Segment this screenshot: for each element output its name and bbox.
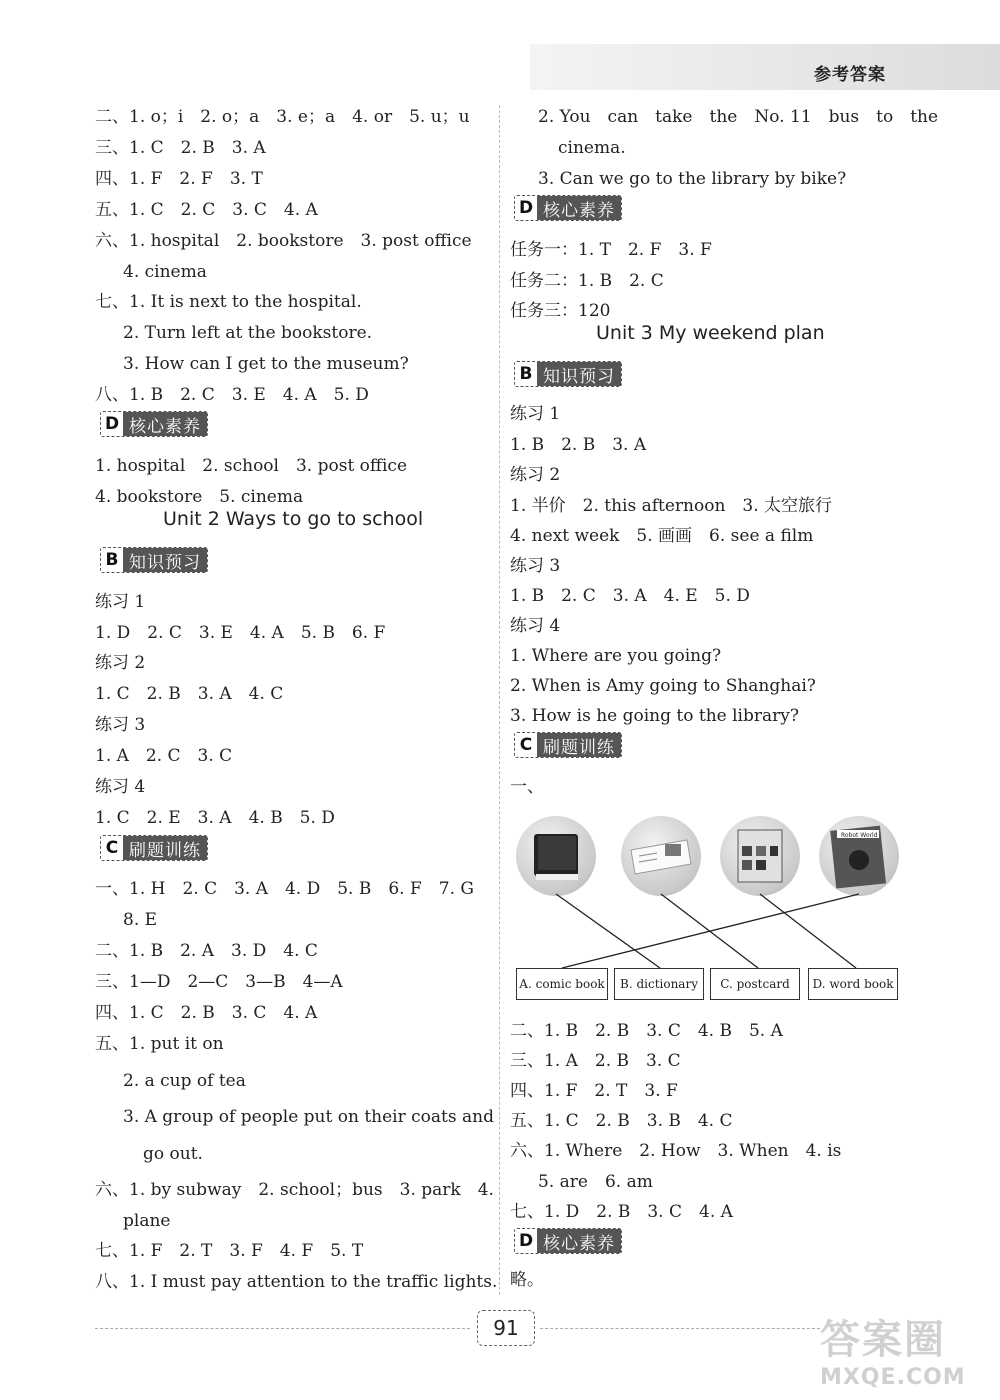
answer-line: 练习 1 bbox=[510, 404, 561, 424]
unit-title: Unit 2 Ways to go to school bbox=[163, 508, 424, 530]
column-divider bbox=[499, 105, 500, 1295]
answer-line: 2. a cup of tea bbox=[123, 1071, 246, 1091]
comic-book-cover-text: Robot World bbox=[841, 832, 878, 839]
watermark-url: MXQE.COM bbox=[820, 1365, 966, 1390]
answer-line: 一、1. H 2. C 3. A 4. D 5. B 6. F 7. G bbox=[95, 879, 474, 899]
answer-line: 四、1. F 2. T 3. F bbox=[510, 1081, 678, 1101]
section-tag-letter: D bbox=[515, 196, 537, 220]
answer-line: 任务三：120 bbox=[510, 301, 611, 321]
answer-line: 二、1. o；i 2. o；a 3. e；a 4. or 5. u；u bbox=[95, 107, 470, 127]
answer-line: cinema. bbox=[558, 138, 626, 158]
answer-line: 3. A group of people put on their coats and bbox=[123, 1107, 494, 1127]
answer-line: 一、 bbox=[510, 777, 544, 797]
answer-line: 4. bookstore 5. cinema bbox=[95, 487, 304, 507]
footer-line-right bbox=[540, 1328, 820, 1329]
answer-line: 二、1. B 2. A 3. D 4. C bbox=[95, 941, 318, 961]
answer-line: plane bbox=[123, 1211, 171, 1231]
answer-line: 1. D 2. C 3. E 4. A 5. B 6. F bbox=[95, 623, 386, 643]
section-tag bbox=[514, 361, 622, 387]
answer-line: 六、1. Where 2. How 3. When 4. is bbox=[510, 1141, 842, 1161]
page-number: 91 bbox=[477, 1310, 535, 1346]
answer-line: 略。 bbox=[510, 1270, 544, 1290]
section-tag-letter: D bbox=[101, 412, 123, 436]
answer-line: 4. cinema bbox=[123, 262, 207, 282]
answer-line: 练习 3 bbox=[510, 556, 561, 576]
answer-line: 练习 1 bbox=[95, 592, 146, 612]
answer-line: 1. B 2. B 3. A bbox=[510, 435, 647, 455]
option-box-b: B. dictionary bbox=[614, 968, 704, 1000]
answer-line: 3. Can we go to the library by bike? bbox=[538, 169, 847, 189]
answer-line: 3. How is he going to the library? bbox=[510, 706, 799, 726]
answer-line: 四、1. C 2. B 3. C 4. A bbox=[95, 1003, 318, 1023]
answer-line: 四、1. F 2. F 3. T bbox=[95, 169, 263, 189]
answer-line: 三、1. C 2. B 3. A bbox=[95, 138, 266, 158]
section-tag-letter: B bbox=[515, 362, 537, 386]
answer-line: 五、1. put it on bbox=[95, 1034, 224, 1054]
answer-line: 练习 3 bbox=[95, 715, 146, 735]
answer-line: 1. Where are you going? bbox=[510, 646, 722, 666]
answer-line: 八、1. I must pay attention to the traffic lights. bbox=[95, 1272, 498, 1292]
matching-figure bbox=[510, 808, 902, 1004]
answer-line: 练习 2 bbox=[95, 653, 146, 673]
section-tag-label: 刷题训练 bbox=[123, 836, 207, 860]
answer-line: 2. When is Amy going to Shanghai? bbox=[510, 676, 816, 696]
answer-line: 1. C 2. B 3. A 4. C bbox=[95, 684, 284, 704]
answer-line: 8. E bbox=[123, 910, 158, 930]
answer-line: 三、1. A 2. B 3. C bbox=[510, 1051, 681, 1071]
watermark bbox=[820, 1308, 995, 1393]
answer-line: 六、1. hospital 2. bookstore 3. post office bbox=[95, 231, 472, 251]
answer-line: 三、1—D 2—C 3—B 4—A bbox=[95, 972, 343, 992]
answer-line: 任务一：1. T 2. F 3. F bbox=[510, 240, 712, 260]
header-band bbox=[530, 44, 1000, 90]
section-tag bbox=[514, 732, 622, 758]
answer-line: 1. 半价 2. this afternoon 3. 太空旅行 bbox=[510, 496, 833, 516]
answer-line: 1. B 2. C 3. A 4. E 5. D bbox=[510, 586, 750, 606]
answer-line: 2. You can take the No. 11 bus to the bbox=[538, 107, 939, 127]
section-tag-label: 刷题训练 bbox=[537, 733, 621, 757]
section-tag-letter: C bbox=[101, 836, 123, 860]
answer-line: 八、1. B 2. C 3. E 4. A 5. D bbox=[95, 385, 369, 405]
section-tag-label: 核心素养 bbox=[123, 412, 207, 436]
watermark-text: 答案圈 bbox=[820, 1317, 946, 1363]
answer-line: go out. bbox=[143, 1144, 203, 1164]
answer-line: 1. A 2. C 3. C bbox=[95, 746, 233, 766]
option-box-a: A. comic book bbox=[516, 968, 608, 1000]
section-tag-label: 核心素养 bbox=[537, 196, 621, 220]
section-tag-label: 核心素养 bbox=[537, 1229, 621, 1253]
section-tag bbox=[100, 411, 208, 437]
answer-line: 七、1. D 2. B 3. C 4. A bbox=[510, 1202, 733, 1222]
section-tag-label: 知识预习 bbox=[537, 362, 621, 386]
section-tag-letter: D bbox=[515, 1229, 537, 1253]
footer-line-left bbox=[95, 1328, 470, 1329]
answer-line: 五、1. C 2. B 3. B 4. C bbox=[510, 1111, 733, 1131]
section-tag-letter: B bbox=[101, 548, 123, 572]
unit-title: Unit 3 My weekend plan bbox=[596, 322, 825, 344]
answer-line: 任务二：1. B 2. C bbox=[510, 271, 664, 291]
answer-line: 练习 2 bbox=[510, 465, 561, 485]
section-tag-label: 知识预习 bbox=[123, 548, 207, 572]
header-title: 参考答案 bbox=[814, 65, 886, 85]
answer-line: 练习 4 bbox=[510, 616, 561, 636]
answer-line: 五、1. C 2. C 3. C 4. A bbox=[95, 200, 318, 220]
answer-line: 3. How can I get to the museum? bbox=[123, 354, 409, 374]
option-box-d: D. word book bbox=[808, 968, 898, 1000]
section-tag bbox=[514, 195, 622, 221]
section-tag bbox=[514, 1228, 622, 1254]
section-tag bbox=[100, 547, 208, 573]
answer-line: 1. C 2. E 3. A 4. B 5. D bbox=[95, 808, 335, 828]
section-tag bbox=[100, 835, 208, 861]
option-box-c: C. postcard bbox=[710, 968, 800, 1000]
answer-line: 4. next week 5. 画画 6. see a film bbox=[510, 526, 814, 546]
answer-line: 练习 4 bbox=[95, 777, 146, 797]
answer-line: 1. hospital 2. school 3. post office bbox=[95, 456, 408, 476]
answer-line: 六、1. by subway 2. school；bus 3. park 4. bbox=[95, 1180, 494, 1200]
answer-line: 七、1. F 2. T 3. F 4. F 5. T bbox=[95, 1241, 364, 1261]
answer-line: 5. are 6. am bbox=[538, 1172, 653, 1192]
answer-line: 七、1. It is next to the hospital. bbox=[95, 292, 362, 312]
answer-line: 2. Turn left at the bookstore. bbox=[123, 323, 373, 343]
section-tag-letter: C bbox=[515, 733, 537, 757]
answer-line: 二、1. B 2. B 3. C 4. B 5. A bbox=[510, 1021, 783, 1041]
